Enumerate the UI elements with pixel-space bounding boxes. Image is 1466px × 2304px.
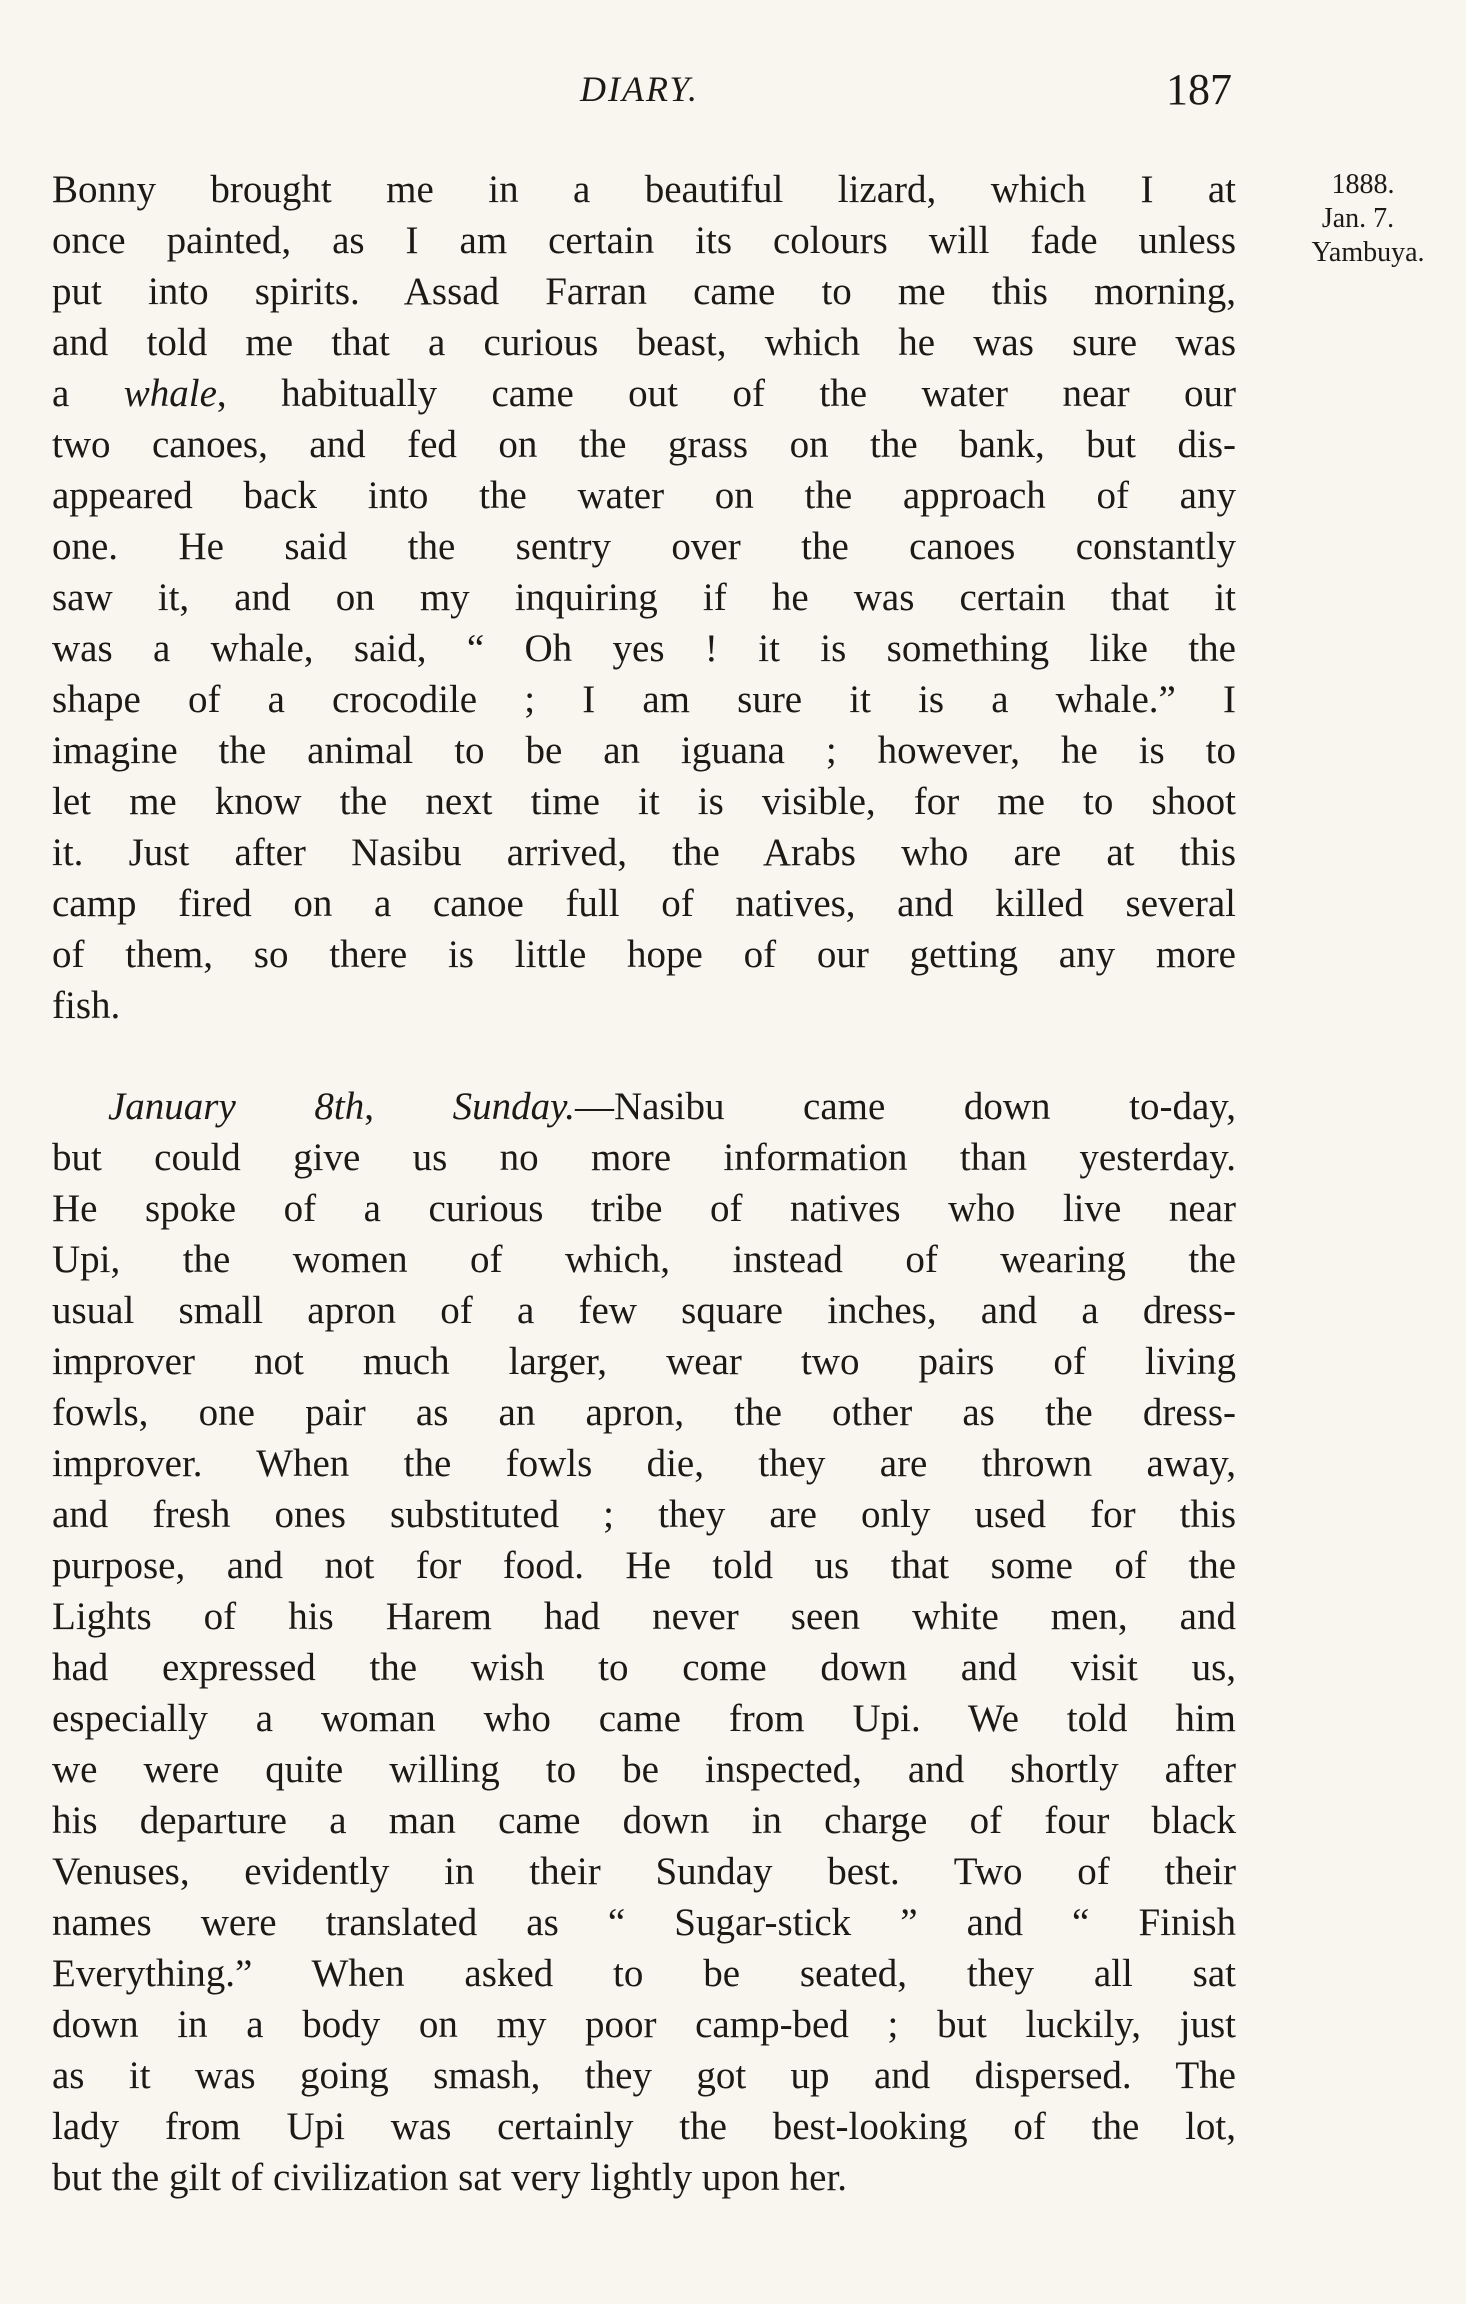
text-line: improver not much larger, wear two pairs of living bbox=[52, 1340, 1236, 1383]
text-fragment: , habitually came out of the water near our bbox=[216, 372, 1237, 415]
running-title: DIARY. bbox=[580, 69, 700, 109]
text-line: purpose, and not for food. He told us that some of the bbox=[52, 1544, 1236, 1587]
margin-year: 1888. bbox=[1331, 169, 1395, 200]
text-line: lady from Upi was certainly the best-looking of the lot, bbox=[52, 2105, 1236, 2148]
paragraph-lizard-whale bbox=[52, 164, 1236, 1031]
text-line: let me know the next time it is visible, for me to shoot bbox=[52, 780, 1236, 823]
text-line: of them, so there is little hope of our getting any more bbox=[52, 933, 1236, 976]
text-line: once painted, as I am certain its colours will fade unless bbox=[52, 219, 1236, 262]
text-line: and told me that a curious beast, which he was sure was bbox=[52, 321, 1236, 364]
margin-date: Jan. 7. bbox=[1321, 203, 1395, 234]
date-month: January bbox=[108, 1085, 236, 1128]
text-line: one. He said the sentry over the canoes constantly bbox=[52, 525, 1236, 568]
text-line: improver. When the fowls die, they are thrown away, bbox=[52, 1442, 1236, 1485]
text-line: fish. bbox=[52, 984, 121, 1027]
italic-whale: whale bbox=[123, 372, 217, 415]
text-line: two canoes, and fed on the grass on the bank, but dis- bbox=[52, 423, 1236, 466]
text-line: it. Just after Nasibu arrived, the Arabs who are at this bbox=[52, 831, 1236, 874]
page-number: 187 bbox=[1166, 65, 1232, 114]
text-line: imagine the animal to be an iguana ; however, he is to bbox=[52, 729, 1236, 772]
text-line-date bbox=[52, 1081, 1236, 1132]
text-fragment: a bbox=[52, 372, 124, 415]
text-fragment: , bbox=[364, 1085, 453, 1128]
text-line: Bonny brought me in a beautiful lizard, which I at bbox=[52, 168, 1236, 211]
text-line: names were translated as “ Sugar-stick ” and “ Finish bbox=[52, 1901, 1236, 1944]
text-line: as it was going smash, they got up and dispersed. The bbox=[52, 2054, 1236, 2097]
text-line: we were quite willing to be inspected, and shortly after bbox=[52, 1748, 1236, 1791]
text-line: saw it, and on my inquiring if he was certain that it bbox=[52, 576, 1236, 619]
text-line: Everything.” When asked to be seated, they all sat bbox=[52, 1952, 1236, 1995]
date-day: 8th bbox=[314, 1085, 365, 1128]
text-line: especially a woman who came from Upi. We told him bbox=[52, 1697, 1236, 1740]
text-line: but could give us no more information than yesterday. bbox=[52, 1136, 1236, 1179]
text-line: down in a body on my poor camp-bed ; but luckily, just bbox=[52, 2003, 1236, 2046]
text-line: had expressed the wish to come down and visit us, bbox=[52, 1646, 1236, 1689]
text-line: was a whale, said, “ Oh yes ! it is something like the bbox=[52, 627, 1236, 670]
body-text bbox=[52, 164, 1236, 2203]
text-line: Venuses, evidently in their Sunday best. Two of their bbox=[52, 1850, 1236, 1893]
text-line: He spoke of a curious tribe of natives who live near bbox=[52, 1187, 1236, 1230]
text-fragment: —Nasibu came down to-day, bbox=[574, 1085, 1236, 1128]
text-line: put into spirits. Assad Farran came to me this morning, bbox=[52, 270, 1236, 313]
text-line: and fresh ones substituted ; they are only used for this bbox=[52, 1493, 1236, 1536]
text-line-whale bbox=[52, 368, 1236, 419]
text-line: usual small apron of a few square inches, and a dress- bbox=[52, 1289, 1236, 1332]
text-line: camp fired on a canoe full of natives, and killed several bbox=[52, 882, 1236, 925]
text-line: shape of a crocodile ; I am sure it is a whale.” I bbox=[52, 678, 1236, 721]
date-weekday: Sunday. bbox=[452, 1085, 575, 1128]
paragraph-january-8th bbox=[52, 1081, 1236, 2203]
text-line: but the gilt of civilization sat very lightly upon her. bbox=[52, 2156, 848, 2199]
text-line: fowls, one pair as an apron, the other as the dress- bbox=[52, 1391, 1236, 1434]
text-line: Upi, the women of which, instead of wearing the bbox=[52, 1238, 1236, 1281]
text-line: Lights of his Harem had never seen white men, and bbox=[52, 1595, 1236, 1638]
margin-note bbox=[1258, 168, 1448, 270]
margin-place: Yambuya. bbox=[1311, 237, 1425, 268]
text-line: appeared back into the water on the approach of any bbox=[52, 474, 1236, 517]
text-line: his departure a man came down in charge of four black bbox=[52, 1799, 1236, 1842]
